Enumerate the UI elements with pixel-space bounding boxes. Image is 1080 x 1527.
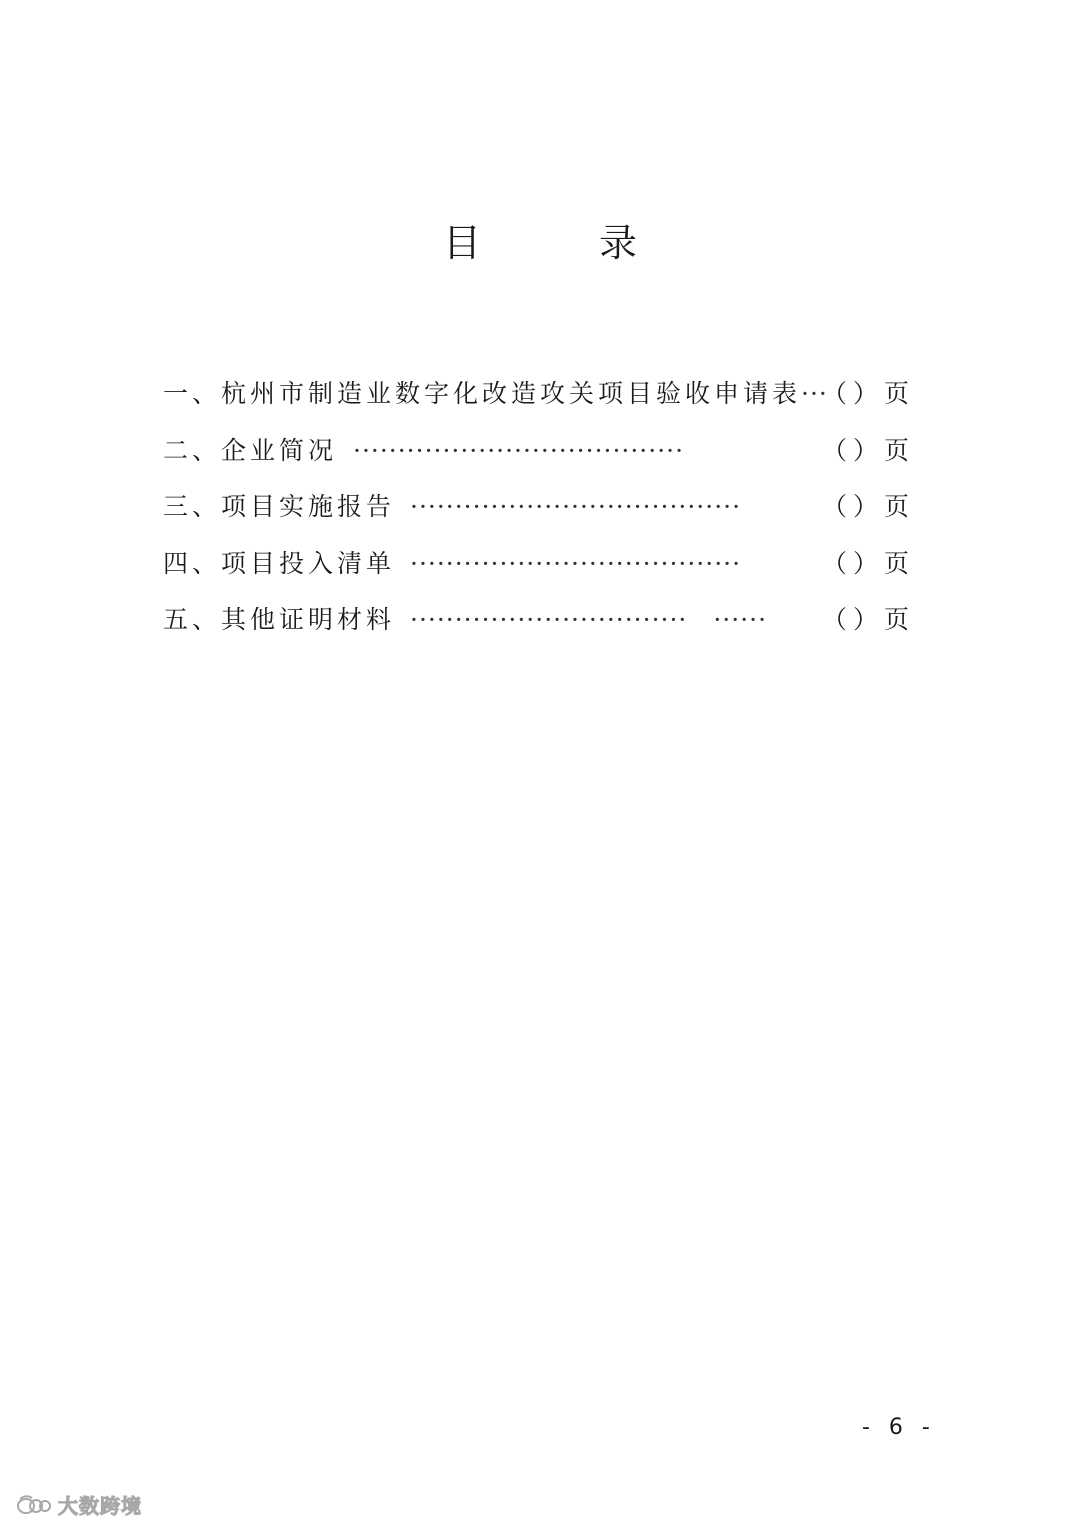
toc-leader-dots: ······························· ······	[410, 605, 768, 634]
toc-entry-1	[163, 372, 915, 429]
toc-entry-label: 项目实施报告	[221, 492, 396, 521]
toc-page-ref: （）页	[821, 379, 915, 408]
toc-page-ref: （）页	[821, 548, 915, 578]
toc-entry-4	[163, 542, 915, 599]
toc-entry-3	[163, 485, 915, 542]
toc-entry-2	[163, 429, 915, 486]
toc-page-ref: （）页	[821, 492, 915, 521]
toc-page-ref: （）页	[821, 605, 915, 634]
toc-entry-label: 企业简况	[221, 435, 338, 465]
toc-entry-number: 二、	[163, 435, 222, 465]
toc-leader-dots: ·····································	[410, 548, 742, 578]
watermark	[16, 1490, 142, 1519]
toc-page-ref: （）页	[821, 435, 915, 465]
toc-entry-5	[163, 598, 915, 655]
watermark-text: 大数跨境	[58, 1494, 142, 1518]
toc-leader-dots: ···	[801, 379, 828, 408]
toc-entry-number: 四、	[163, 548, 222, 578]
toc-entry-number: 三、	[163, 492, 222, 521]
toc-entry-number: 五、	[163, 605, 222, 634]
toc-entry-number: 一、	[163, 379, 222, 408]
document-title: 目 录	[442, 221, 677, 265]
toc-leader-dots: ·····································	[410, 492, 742, 521]
toc-entry-label: 其他证明材料	[221, 605, 396, 634]
weibo-like-logo-icon	[16, 1494, 52, 1516]
toc-entry-label: 项目投入清单	[221, 548, 396, 578]
toc-entry-label: 杭州市制造业数字化改造攻关项目验收申请表	[221, 379, 802, 408]
toc-leader-dots: ·····································	[353, 435, 685, 465]
page-number: - 6 -	[862, 1415, 936, 1440]
table-of-contents	[163, 372, 915, 655]
